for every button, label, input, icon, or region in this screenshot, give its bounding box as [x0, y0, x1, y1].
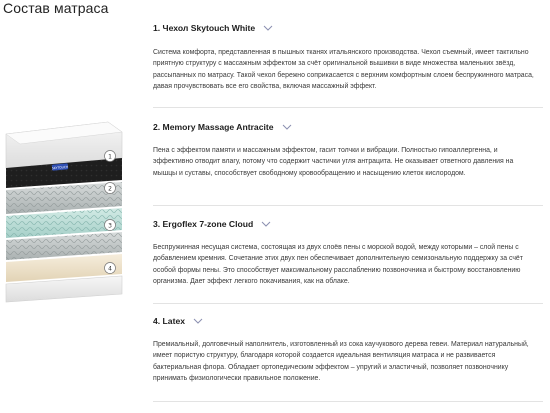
section-description: Пена с эффектом памяти и массажным эффектом, гасит толчки и вибрации. Полностью гипоаллергенна, и эффективно отводит влагу, потому что содержит частички угля антрацита. Не оказывает ответного давления на мышцы и суставы, способствует свободному кровообращению и насыщению клеток кислородом. [153, 147, 514, 177]
svg-text:1: 1 [108, 153, 112, 161]
marker-2[interactable] [105, 183, 116, 194]
section-toggle-cover[interactable] [153, 20, 539, 36]
mattress-svg [4, 118, 124, 304]
chevron-down-icon [281, 122, 293, 132]
section-toggle-ergoflex[interactable] [153, 216, 539, 232]
section-title: 3. Ergoflex 7-zone Cloud [153, 219, 254, 229]
section-divider [153, 303, 543, 304]
section-cover [153, 20, 539, 92]
section-memory-foam [153, 119, 539, 179]
svg-text:3: 3 [108, 222, 112, 230]
section-description: Беспружинная несущая система, состоящая из двух слоёв пены с морской водой, между которыми – слой пены с добавлением кремния. Сочетание этих двух пен обеспечивает дополнительную семизональную поддержку за счёт особой формы пены. Это способствует максимальному расслаблению позвоночника и быстрому восстановлению организма. Дает эффект легкого покачивания, как на облаке. [153, 244, 523, 285]
section-toggle-latex[interactable] [153, 313, 539, 329]
section-divider [153, 205, 543, 206]
svg-text:2: 2 [108, 185, 112, 193]
page-title: Состав матраса [3, 0, 109, 16]
svg-text:4: 4 [108, 265, 112, 273]
brand-label: SKYTOUCH [51, 164, 69, 171]
section-ergoflex [153, 216, 539, 287]
section-latex [153, 313, 539, 384]
section-description: Система комфорта, представленная в пышных тканях итальянского производства. Чехол съемный, имеет тактильно приятную структуру с массажным эффектом за счёт оригинальной вышивки в виде множества маленьких звёзд, рассыпанных по матрасу. Такой чехол бережно соприкасается с верхним комфортным слоем беспружинного матраса, давая прочувствовать все его свойства, включая массажный эффект. [153, 49, 534, 90]
section-title: 4. Latex [153, 316, 186, 326]
chevron-down-icon [260, 219, 272, 229]
chevron-down-icon [192, 316, 204, 326]
section-title: 2. Memory Massage Antracite [153, 122, 274, 132]
section-description: Премиальный, долговечный наполнитель, изготовленный из сока каучукового дерева гевеи. Материал натуральный, имеет пористую структуру, благодаря которой создается идеальная вентиляция матраса и не развивается бактериальная флора. Обладает ортопедическим эффектом – упругий и эластичный, позволяет позвоночнику принимать физиологически правильное положение. [153, 341, 529, 382]
section-toggle-memory-foam[interactable] [153, 119, 539, 135]
marker-1[interactable] [105, 151, 116, 162]
marker-3[interactable] [105, 220, 116, 231]
mattress-layers-illustration [4, 118, 124, 304]
marker-4[interactable] [105, 263, 116, 274]
chevron-down-icon [262, 23, 274, 33]
section-divider [153, 107, 543, 108]
section-divider [153, 401, 543, 402]
section-title: 1. Чехол Skytouch White [153, 23, 256, 33]
